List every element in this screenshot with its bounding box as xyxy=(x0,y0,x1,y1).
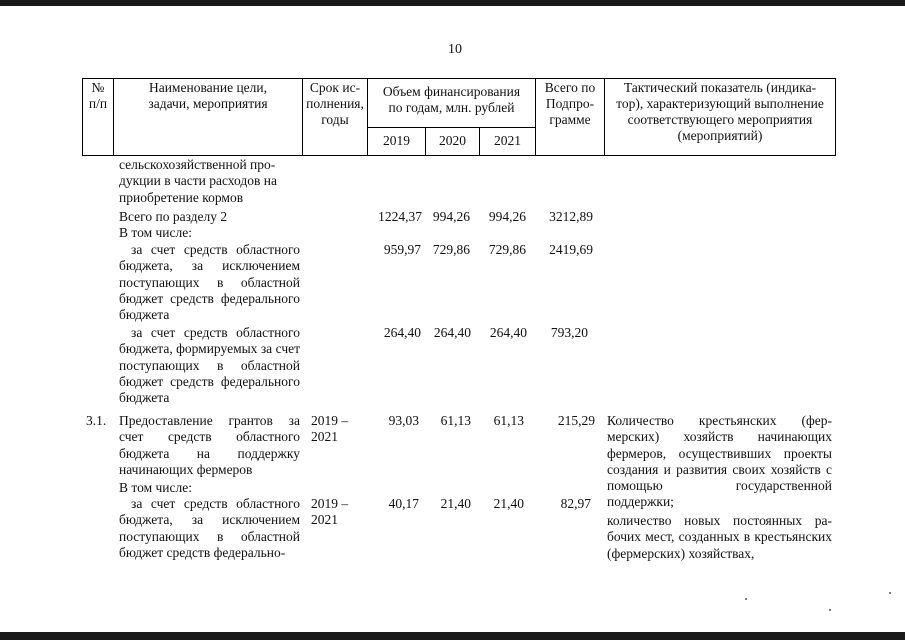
row-indicator: количество новых постоянных рабочих мест, созданных в крестьянских (фермерских) хозяйствах, xyxy=(607,513,832,561)
text-line: сельскохозяйственной про- xyxy=(119,157,276,172)
row-indicator: Количество крестьянских (фермерских) хозяйств начинающих фермеров, осуществивших проекты создания и развития своих хозяйств с помощью государственной поддержки; xyxy=(607,413,832,510)
value-2019: 40,17 xyxy=(388,496,419,511)
item-number: 3.1. xyxy=(86,413,107,428)
page-number: 10 xyxy=(448,42,462,57)
header-col-total: Всего по Подпро- грамме xyxy=(544,80,596,127)
value-2021: 21,40 xyxy=(493,496,524,511)
section-total-label: Всего по разделу 2 xyxy=(119,209,228,224)
value-2020: 729,86 xyxy=(432,242,470,257)
value-2021: 729,86 xyxy=(488,242,526,257)
value-2019: 959,97 xyxy=(383,242,421,257)
value-2020: 21,40 xyxy=(440,496,471,511)
value-2021: 61,13 xyxy=(493,413,524,428)
header-col-number: № п/п xyxy=(88,80,108,111)
value-2021: 264,40 xyxy=(489,325,527,340)
header-year-2019: 2019 xyxy=(383,133,410,148)
header-col-funding: Объем финансирования по годам, млн. рублей xyxy=(382,84,521,115)
value-2020: 61,13 xyxy=(440,413,471,428)
header-year-2020: 2020 xyxy=(439,133,466,148)
value-total: 3212,89 xyxy=(549,209,593,224)
including-label: В том числе: xyxy=(119,225,192,240)
value-2020: 994,26 xyxy=(432,209,470,224)
row-term: 2019 – 2021 xyxy=(311,496,349,528)
header-year-2021: 2021 xyxy=(494,133,521,148)
row-description: за счет средств областного бюджета, за исключением поступающих в областной бюджет средств федерального бюджета xyxy=(119,242,300,323)
row-description: за счет средств областного бюджета, формируемых за счет поступающих в областной бюджет средств федерального бюджета xyxy=(119,325,300,406)
text-line: дукции в части расходов на xyxy=(119,173,277,188)
scan-speck xyxy=(745,598,747,600)
value-total: 793,20 xyxy=(550,325,588,340)
value-2020: 264,40 xyxy=(433,325,471,340)
value-2019: 1224,37 xyxy=(378,209,422,224)
scan-speck xyxy=(829,609,831,611)
header-col-term: Срок ис- полнения, годы xyxy=(306,80,364,127)
value-total: 215,29 xyxy=(557,413,595,428)
header-col-name: Наименование цели, задачи, мероприятия xyxy=(148,80,268,111)
row-description: за счет средств областного бюджета, за исключением поступающих в областной бюджет средств федерально- xyxy=(119,496,300,560)
value-2019: 93,03 xyxy=(388,413,419,428)
including-label: В том числе: xyxy=(119,480,192,495)
scan-border-top xyxy=(0,0,905,6)
scan-border-bottom xyxy=(0,632,905,640)
scan-speck xyxy=(889,592,891,594)
value-total: 82,97 xyxy=(560,496,591,511)
row-description: Предоставление грантов за счет средств областного бюджета на поддержку начинающих фермеров xyxy=(119,413,300,477)
value-2021: 994,26 xyxy=(488,209,526,224)
text-line: приобретение кормов xyxy=(119,190,244,205)
value-2019: 264,40 xyxy=(383,325,421,340)
header-col-indicator: Тактический показатель (индика- тор), характеризующий выполнение соответствующего мероприятия (мероприятий) xyxy=(616,80,824,143)
value-total: 2419,69 xyxy=(549,242,593,257)
row-term: 2019 – 2021 xyxy=(311,413,349,445)
